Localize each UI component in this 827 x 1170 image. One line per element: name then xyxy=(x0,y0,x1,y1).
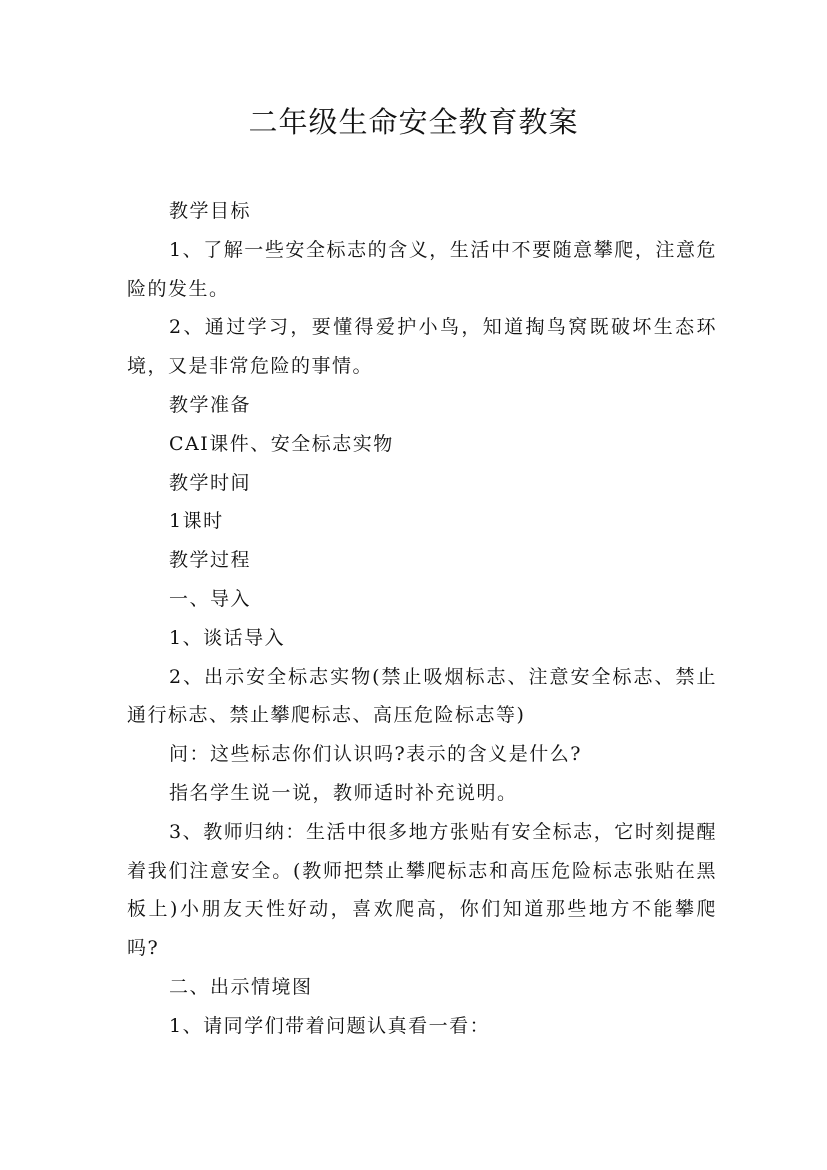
step-conversation-intro: 1、谈话导入 xyxy=(169,626,286,649)
goal-item-1: 1、了解一些安全标志的含义，生活中不要随意攀爬，注意危险的发生。 xyxy=(127,238,717,300)
heading-teaching-preparation: 教学准备 xyxy=(169,393,252,416)
preparation-text: CAI课件、安全标志实物 xyxy=(169,432,394,455)
section-introduction: 一、导入 xyxy=(169,587,252,610)
teaching-time-text: 1课时 xyxy=(169,510,224,533)
step-teacher-summary: 3、教师归纳：生活中很多地方张贴有安全标志，它时刻提醒着我们注意安全。(教师把禁止攀爬标志和高压危险标志张贴在黑板上)小朋友天性好动，喜欢爬高，你们知道那些地方不能攀爬吗? xyxy=(127,820,717,960)
heading-teaching-goals: 教学目标 xyxy=(169,200,252,222)
goal-item-2: 2、通过学习，要懂得爱护小鸟，知道掏鸟窝既破坏生态环境，又是非常危险的事情。 xyxy=(127,316,717,378)
step-show-signs: 2、出示安全标志实物(禁止吸烟标志、注意安全标志、禁止通行标志、禁止攀爬标志、高压危险标志等) xyxy=(127,665,717,727)
question-text: 问：这些标志你们认识吗?表示的含义是什么? xyxy=(169,743,582,766)
section-scenario: 二、出示情境图 xyxy=(169,975,313,998)
document-body xyxy=(127,192,717,1046)
heading-teaching-time: 教学时间 xyxy=(169,471,252,494)
step-observe: 1、请同学们带着问题认真看一看： xyxy=(169,1014,491,1037)
heading-teaching-process: 教学过程 xyxy=(169,549,252,572)
student-explanation-text: 指名学生说一说，教师适时补充说明。 xyxy=(169,781,518,804)
document-title: 二年级生命安全教育教案 xyxy=(248,105,579,139)
